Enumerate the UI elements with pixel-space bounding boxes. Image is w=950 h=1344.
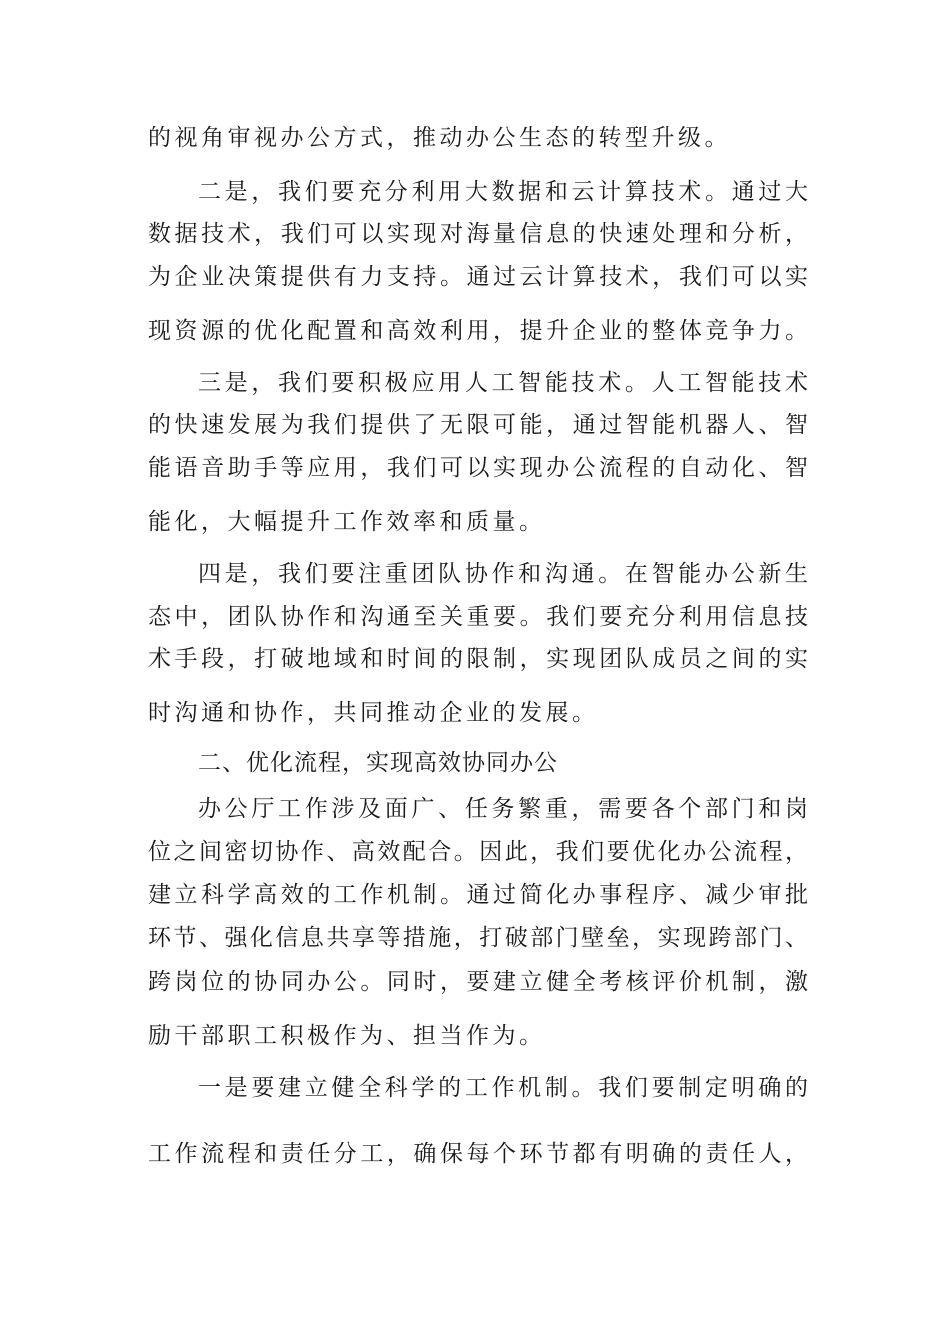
text-line-16: 位之间密切协作、高效配合。因此，我们要优化办公流程， (148, 839, 808, 865)
text-line-2: 二是，我们要充分利用大数据和云计算技术。通过大 (198, 179, 808, 205)
text-line-4: 为企业决策提供有力支持。通过云计算技术，我们可以实 (148, 264, 808, 290)
text-line-8: 能语音助手等应用，我们可以实现办公流程的自动化、智 (148, 455, 808, 481)
text-line-18: 环节、强化信息共享等措施，打破部门壁垒，实现跨部门、 (148, 925, 808, 951)
text-line-15: 办公厅工作涉及面广、任务繁重，需要各个部门和岗 (198, 796, 808, 822)
section-heading: 二、优化流程，实现高效协同办公 (198, 750, 558, 776)
text-line-22: 工作流程和责任分工，确保每个环节都有明确的责任人， (148, 1141, 808, 1167)
text-line-5: 现资源的优化配置和高效利用，提升企业的整体竞争力。 (148, 318, 808, 344)
text-line-10: 四是，我们要注重团队协作和沟通。在智能办公新生 (198, 561, 808, 587)
text-line-12: 术手段，打破地域和时间的限制，实现团队成员之间的实 (148, 646, 808, 672)
text-line-9: 能化，大幅提升工作效率和质量。 (148, 509, 546, 535)
text-line-1: 的视角审视办公方式，推动办公生态的转型升级。 (148, 125, 731, 151)
text-line-11: 态中，团队协作和沟通至关重要。我们要充分利用信息技 (148, 604, 808, 630)
text-line-13: 时沟通和协作，共同推动企业的发展。 (148, 700, 599, 726)
text-line-3: 数据技术，我们可以实现对海量信息的快速处理和分析， (148, 221, 808, 247)
text-line-17: 建立科学高效的工作机制。通过简化办事程序、减少审批 (148, 882, 808, 908)
text-line-20: 励干部职工积极作为、担当作为。 (148, 1023, 546, 1049)
text-line-19: 跨岗位的协同办公。同时，要建立健全考核评价机制，激 (148, 969, 808, 995)
text-line-7: 的快速发展为我们提供了无限可能，通过智能机器人、智 (148, 412, 808, 438)
text-line-21: 一是要建立健全科学的工作机制。我们要制定明确的 (198, 1075, 808, 1101)
text-line-6: 三是，我们要积极应用人工智能技术。人工智能技术 (198, 370, 808, 396)
